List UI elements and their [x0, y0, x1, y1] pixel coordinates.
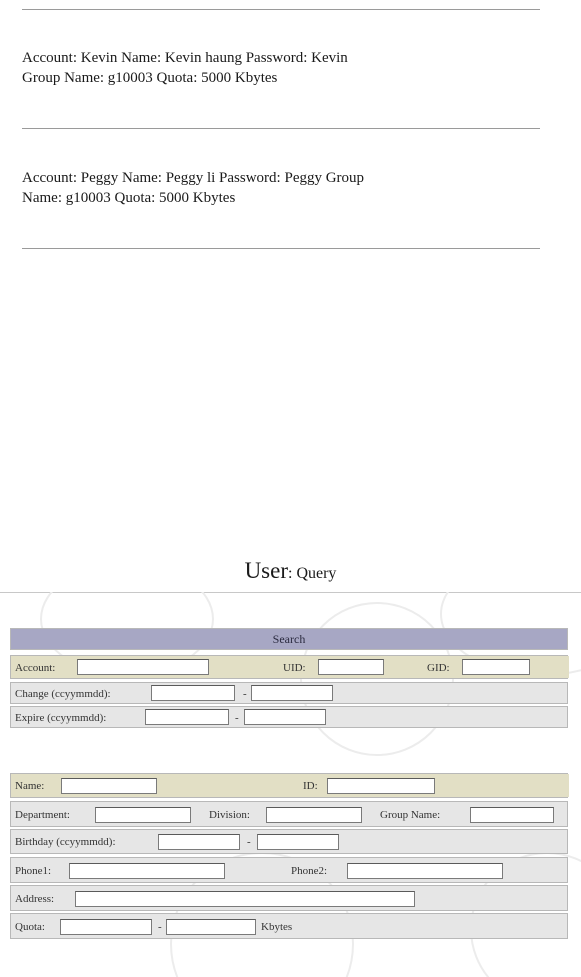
uid-input[interactable] [318, 659, 384, 675]
account-label: Account: [15, 662, 56, 674]
phone2-input[interactable] [347, 863, 503, 879]
address-label: Address: [15, 893, 55, 905]
user-entry [22, 168, 542, 208]
name-input[interactable] [61, 778, 157, 794]
id-input[interactable] [327, 778, 435, 794]
department-input[interactable] [95, 807, 191, 823]
watermark-circle [300, 602, 454, 756]
uid-label: UID: [283, 662, 306, 674]
birthday-label: Birthday (ccyymmdd): [15, 836, 116, 848]
division-input[interactable] [266, 807, 362, 823]
quota-range-separator: - [158, 921, 162, 933]
search-section-title: Search [272, 632, 306, 646]
divider [22, 248, 540, 249]
quota-row [10, 913, 568, 939]
change-range-separator: - [243, 688, 247, 700]
page-title [0, 558, 581, 584]
birthday-to-input[interactable] [257, 834, 339, 850]
page-title-sub: : Query [288, 565, 337, 582]
search-panel [0, 592, 581, 977]
birthday-from-input[interactable] [158, 834, 240, 850]
expire-from-input[interactable] [145, 709, 229, 725]
expire-to-input[interactable] [244, 709, 326, 725]
account-input[interactable] [77, 659, 209, 675]
birthday-range-separator: - [247, 836, 251, 848]
expire-label: Expire (ccyymmdd): [15, 712, 107, 724]
account-row [10, 655, 568, 679]
group-name-input[interactable] [470, 807, 554, 823]
id-label: ID: [303, 780, 318, 792]
quota-label: Quota: [15, 921, 45, 933]
user-entry-line: Account: Peggy Name: Peggy li Password: Peggy Group [22, 170, 365, 186]
user-entry-line: Group Name: g10003 Quota: 5000 Kbytes [22, 70, 278, 86]
divider [22, 128, 540, 129]
department-label: Department: [15, 809, 70, 821]
phone-row [10, 857, 568, 883]
name-label: Name: [15, 780, 45, 792]
user-entry-line: Name: g10003 Quota: 5000 Kbytes [22, 190, 236, 206]
phone1-input[interactable] [69, 863, 225, 879]
quota-to-input[interactable] [166, 919, 256, 935]
phone1-label: Phone1: [15, 865, 52, 877]
department-row [10, 801, 568, 827]
birthday-row [10, 829, 568, 854]
division-label: Division: [209, 809, 250, 821]
change-from-input[interactable] [151, 685, 235, 701]
change-label: Change (ccyymmdd): [15, 688, 111, 700]
quota-from-input[interactable] [60, 919, 152, 935]
user-entry-line: Account: Kevin Name: Kevin haung Password: Kevin [22, 50, 348, 66]
page-title-main: User [244, 558, 288, 583]
quota-unit-label: Kbytes [261, 921, 293, 933]
address-input[interactable] [75, 891, 415, 907]
expire-range-separator: - [235, 712, 239, 724]
divider-top [22, 9, 540, 10]
gid-label: GID: [427, 662, 450, 674]
change-row [10, 682, 568, 704]
expire-row [10, 706, 568, 728]
address-row [10, 885, 568, 911]
search-section-header [10, 628, 568, 650]
phone2-label: Phone2: [291, 865, 328, 877]
change-to-input[interactable] [251, 685, 333, 701]
group-name-label: Group Name: [380, 809, 441, 821]
gid-input[interactable] [462, 659, 530, 675]
name-row [10, 773, 568, 798]
user-entry [22, 48, 542, 88]
